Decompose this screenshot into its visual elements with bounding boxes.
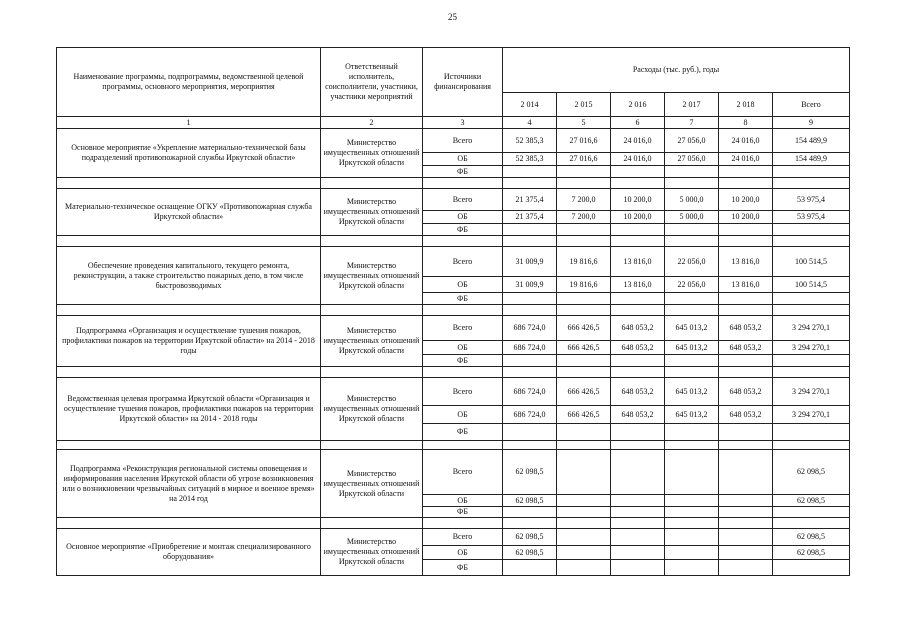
- header-expenses: Расходы (тыс. руб.), годы: [503, 48, 850, 93]
- empty-cell: [321, 236, 423, 247]
- expense-value-cell: [719, 424, 773, 441]
- header-year-3: 2 017: [665, 93, 719, 117]
- financing-source-cell: ФБ: [423, 355, 503, 367]
- executor-cell: Министерство имущественных отношений Иркутской области: [321, 450, 423, 518]
- expense-value-cell: [503, 424, 557, 441]
- program-name-cell: Подпрограмма «Реконструкция региональной системы оповещения и информирования населения Иркутской области об угрозе возникновения или о возникновении чрезвычайных ситуаций в мирное и военное время» на 2014 год: [57, 450, 321, 518]
- empty-cell: [503, 367, 557, 378]
- empty-cell: [773, 441, 850, 450]
- expense-value-cell: 52 385,3: [503, 153, 557, 166]
- header-row-titles: [57, 48, 850, 93]
- table-row: [57, 189, 850, 211]
- spacer-row: [57, 441, 850, 450]
- expense-value-cell: 5 000,0: [665, 189, 719, 211]
- expense-value-cell: [611, 546, 665, 560]
- empty-cell: [611, 367, 665, 378]
- expense-value-cell: [665, 529, 719, 546]
- header-year-5: Всего: [773, 93, 850, 117]
- empty-cell: [665, 305, 719, 316]
- executor-cell: Министерство имущественных отношений Иркутской области: [321, 189, 423, 236]
- expense-value-cell: 10 200,0: [719, 189, 773, 211]
- expense-value-cell: 100 514,5: [773, 277, 850, 293]
- expense-value-cell: [557, 495, 611, 507]
- spacer-row: [57, 367, 850, 378]
- expense-value-cell: [773, 355, 850, 367]
- expense-value-cell: [557, 507, 611, 518]
- empty-cell: [557, 178, 611, 189]
- expense-value-cell: 666 426,5: [557, 378, 611, 406]
- empty-cell: [773, 305, 850, 316]
- expense-value-cell: [665, 293, 719, 305]
- expense-value-cell: [503, 355, 557, 367]
- expense-value-cell: [719, 495, 773, 507]
- program-name-cell: Подпрограмма «Организация и осуществление тушения пожаров, профилактики пожаров на территории Иркутской области» на 2014 - 2018 годы: [57, 316, 321, 367]
- expense-value-cell: 62 098,5: [773, 546, 850, 560]
- header-column-number: 8: [719, 117, 773, 129]
- expense-value-cell: [665, 166, 719, 178]
- financing-source-cell: Всего: [423, 378, 503, 406]
- table-row: [57, 247, 850, 277]
- program-name-cell: Обеспечение проведения капитального, текущего ремонта, реконструкции, а также строительство пожарных депо, в том числе быстровозводимых: [57, 247, 321, 305]
- expense-value-cell: [557, 450, 611, 495]
- expense-value-cell: [719, 293, 773, 305]
- empty-cell: [719, 305, 773, 316]
- empty-cell: [57, 305, 321, 316]
- expense-value-cell: 27 016,6: [557, 153, 611, 166]
- executor-cell: Министерство имущественных отношений Иркутской области: [321, 529, 423, 576]
- expense-value-cell: [773, 224, 850, 236]
- spacer-row: [57, 236, 850, 247]
- expense-value-cell: 154 489,9: [773, 129, 850, 153]
- expense-value-cell: 21 375,4: [503, 189, 557, 211]
- table-row: [57, 129, 850, 153]
- table-body: [57, 129, 850, 576]
- expense-value-cell: [611, 507, 665, 518]
- expense-value-cell: 24 016,0: [719, 153, 773, 166]
- expense-value-cell: [611, 495, 665, 507]
- expense-value-cell: [503, 224, 557, 236]
- expense-value-cell: 686 724,0: [503, 406, 557, 424]
- expense-value-cell: 24 016,0: [611, 153, 665, 166]
- expense-value-cell: [557, 546, 611, 560]
- expense-value-cell: [557, 355, 611, 367]
- financing-source-cell: Всего: [423, 316, 503, 341]
- financing-source-cell: ОБ: [423, 406, 503, 424]
- expense-value-cell: [719, 224, 773, 236]
- empty-cell: [719, 367, 773, 378]
- empty-cell: [665, 236, 719, 247]
- header-program-name: Наименование программы, подпрограммы, ведомственной целевой программы, основного мероприятия, мероприятия: [57, 48, 321, 117]
- header-year-2: 2 016: [611, 93, 665, 117]
- expense-value-cell: [611, 224, 665, 236]
- expense-value-cell: 648 053,2: [611, 406, 665, 424]
- expense-value-cell: [611, 529, 665, 546]
- header-column-number: 7: [665, 117, 719, 129]
- table-row: [57, 316, 850, 341]
- expense-value-cell: 648 053,2: [611, 341, 665, 355]
- financing-source-cell: ОБ: [423, 341, 503, 355]
- financing-source-cell: Всего: [423, 450, 503, 495]
- expense-value-cell: 645 013,2: [665, 341, 719, 355]
- empty-cell: [557, 367, 611, 378]
- expense-value-cell: 648 053,2: [719, 406, 773, 424]
- empty-cell: [611, 178, 665, 189]
- empty-cell: [321, 518, 423, 529]
- expense-value-cell: 686 724,0: [503, 378, 557, 406]
- empty-cell: [57, 367, 321, 378]
- table-row: [57, 529, 850, 546]
- expense-value-cell: 31 009,9: [503, 277, 557, 293]
- empty-cell: [719, 518, 773, 529]
- expense-value-cell: [773, 560, 850, 576]
- expense-value-cell: 645 013,2: [665, 406, 719, 424]
- header-financing-source: Источники финансирования: [423, 48, 503, 117]
- expense-value-cell: [719, 166, 773, 178]
- financing-source-cell: ФБ: [423, 424, 503, 441]
- header-column-number: 5: [557, 117, 611, 129]
- empty-cell: [503, 518, 557, 529]
- expense-value-cell: 648 053,2: [611, 378, 665, 406]
- expense-value-cell: 648 053,2: [719, 316, 773, 341]
- financing-source-cell: Всего: [423, 189, 503, 211]
- header-row-numbers: [57, 117, 850, 129]
- expense-value-cell: 62 098,5: [503, 529, 557, 546]
- financing-source-cell: ФБ: [423, 166, 503, 178]
- executor-cell: Министерство имущественных отношений Иркутской области: [321, 316, 423, 367]
- expense-value-cell: [503, 293, 557, 305]
- header-column-number: 6: [611, 117, 665, 129]
- expense-value-cell: 27 056,0: [665, 153, 719, 166]
- expense-value-cell: [665, 224, 719, 236]
- expense-value-cell: [773, 507, 850, 518]
- expense-value-cell: [773, 424, 850, 441]
- expense-value-cell: [611, 560, 665, 576]
- expense-value-cell: 13 816,0: [611, 277, 665, 293]
- expense-value-cell: [557, 224, 611, 236]
- executor-cell: Министерство имущественных отношений Иркутской области: [321, 247, 423, 305]
- empty-cell: [557, 305, 611, 316]
- expense-value-cell: 22 056,0: [665, 247, 719, 277]
- header-column-number: 2: [321, 117, 423, 129]
- empty-cell: [321, 367, 423, 378]
- expense-value-cell: 645 013,2: [665, 316, 719, 341]
- program-name-cell: Ведомственная целевая программа Иркутской области «Организация и осуществление тушения пожаров, профилактики пожаров на территории Иркутской области» на 2014 - 2018 годы: [57, 378, 321, 441]
- expense-value-cell: [557, 166, 611, 178]
- expense-value-cell: 62 098,5: [773, 450, 850, 495]
- expense-value-cell: 24 016,0: [719, 129, 773, 153]
- empty-cell: [321, 305, 423, 316]
- financing-source-cell: Всего: [423, 247, 503, 277]
- expense-value-cell: 24 016,0: [611, 129, 665, 153]
- financing-source-cell: Всего: [423, 129, 503, 153]
- header-executor: Ответственный исполнитель, соисполнители, участники, участники мероприятий: [321, 48, 423, 117]
- empty-cell: [611, 518, 665, 529]
- expense-value-cell: 13 816,0: [611, 247, 665, 277]
- empty-cell: [773, 236, 850, 247]
- expense-value-cell: 21 375,4: [503, 211, 557, 224]
- expense-value-cell: 19 816,6: [557, 277, 611, 293]
- expense-value-cell: 3 294 270,1: [773, 316, 850, 341]
- expense-value-cell: 52 385,3: [503, 129, 557, 153]
- empty-cell: [611, 305, 665, 316]
- expense-value-cell: 10 200,0: [611, 189, 665, 211]
- empty-cell: [503, 305, 557, 316]
- spacer-row: [57, 305, 850, 316]
- expense-value-cell: [665, 507, 719, 518]
- financing-source-cell: ФБ: [423, 560, 503, 576]
- empty-cell: [57, 518, 321, 529]
- financing-source-cell: ОБ: [423, 495, 503, 507]
- financing-source-cell: ОБ: [423, 211, 503, 224]
- expense-value-cell: [665, 450, 719, 495]
- expense-value-cell: 645 013,2: [665, 378, 719, 406]
- empty-cell: [773, 178, 850, 189]
- expense-value-cell: 154 489,9: [773, 153, 850, 166]
- expense-value-cell: 666 426,5: [557, 341, 611, 355]
- empty-cell: [773, 518, 850, 529]
- expense-value-cell: 7 200,0: [557, 211, 611, 224]
- expense-value-cell: 3 294 270,1: [773, 406, 850, 424]
- expense-value-cell: [611, 450, 665, 495]
- empty-cell: [57, 178, 321, 189]
- header-column-number: 4: [503, 117, 557, 129]
- empty-cell: [423, 305, 503, 316]
- empty-cell: [503, 441, 557, 450]
- page-number: 25: [448, 12, 457, 22]
- empty-cell: [611, 236, 665, 247]
- expense-value-cell: [773, 293, 850, 305]
- empty-cell: [423, 367, 503, 378]
- expense-value-cell: 648 053,2: [611, 316, 665, 341]
- expense-value-cell: [503, 507, 557, 518]
- header-column-number: 1: [57, 117, 321, 129]
- expense-value-cell: 648 053,2: [719, 378, 773, 406]
- empty-cell: [57, 441, 321, 450]
- program-name-cell: Материально-техническое оснащение ОГКУ «Противопожарная служба Иркутской области»: [57, 189, 321, 236]
- expense-value-cell: 62 098,5: [503, 450, 557, 495]
- expense-value-cell: 53 975,4: [773, 211, 850, 224]
- expense-value-cell: [719, 529, 773, 546]
- expense-value-cell: [719, 546, 773, 560]
- expense-value-cell: 3 294 270,1: [773, 378, 850, 406]
- financing-source-cell: Всего: [423, 529, 503, 546]
- expense-value-cell: 53 975,4: [773, 189, 850, 211]
- header-year-1: 2 015: [557, 93, 611, 117]
- empty-cell: [665, 178, 719, 189]
- financing-source-cell: ОБ: [423, 277, 503, 293]
- empty-cell: [557, 441, 611, 450]
- empty-cell: [557, 236, 611, 247]
- expense-value-cell: [665, 546, 719, 560]
- expense-value-cell: 10 200,0: [611, 211, 665, 224]
- table-row: [57, 450, 850, 495]
- expense-value-cell: [665, 560, 719, 576]
- empty-cell: [719, 236, 773, 247]
- expense-value-cell: 62 098,5: [773, 495, 850, 507]
- empty-cell: [423, 518, 503, 529]
- expense-value-cell: [557, 529, 611, 546]
- budget-table: [56, 47, 850, 576]
- expense-value-cell: 666 426,5: [557, 316, 611, 341]
- expense-value-cell: [719, 560, 773, 576]
- expense-value-cell: [719, 450, 773, 495]
- expense-value-cell: 62 098,5: [773, 529, 850, 546]
- expense-value-cell: [665, 424, 719, 441]
- executor-cell: Министерство имущественных отношений Иркутской области: [321, 378, 423, 441]
- expense-value-cell: [611, 166, 665, 178]
- expense-value-cell: [557, 293, 611, 305]
- empty-cell: [665, 441, 719, 450]
- expense-value-cell: 13 816,0: [719, 247, 773, 277]
- expense-value-cell: 666 426,5: [557, 406, 611, 424]
- empty-cell: [321, 178, 423, 189]
- expense-value-cell: 27 016,6: [557, 129, 611, 153]
- empty-cell: [423, 236, 503, 247]
- empty-cell: [557, 518, 611, 529]
- expense-value-cell: 62 098,5: [503, 546, 557, 560]
- program-name-cell: Основное мероприятие «Приобретение и монтаж специализированного оборудования»: [57, 529, 321, 576]
- financing-source-cell: ФБ: [423, 293, 503, 305]
- empty-cell: [773, 367, 850, 378]
- expense-value-cell: [773, 166, 850, 178]
- header-year-4: 2 018: [719, 93, 773, 117]
- header-column-number: 3: [423, 117, 503, 129]
- expense-value-cell: [611, 355, 665, 367]
- empty-cell: [57, 236, 321, 247]
- expense-value-cell: [611, 424, 665, 441]
- financing-source-cell: ФБ: [423, 507, 503, 518]
- financing-source-cell: ОБ: [423, 546, 503, 560]
- expense-value-cell: 62 098,5: [503, 495, 557, 507]
- expense-value-cell: [719, 355, 773, 367]
- expense-value-cell: [665, 355, 719, 367]
- expense-value-cell: 3 294 270,1: [773, 341, 850, 355]
- empty-cell: [503, 236, 557, 247]
- empty-cell: [611, 441, 665, 450]
- financing-source-cell: ФБ: [423, 224, 503, 236]
- expense-value-cell: [611, 293, 665, 305]
- expense-value-cell: 648 053,2: [719, 341, 773, 355]
- expense-value-cell: [557, 560, 611, 576]
- expense-value-cell: [557, 424, 611, 441]
- empty-cell: [423, 441, 503, 450]
- empty-cell: [719, 178, 773, 189]
- empty-cell: [665, 367, 719, 378]
- expense-value-cell: 31 009,9: [503, 247, 557, 277]
- expense-value-cell: 10 200,0: [719, 211, 773, 224]
- empty-cell: [423, 178, 503, 189]
- header-year-0: 2 014: [503, 93, 557, 117]
- spacer-row: [57, 518, 850, 529]
- spacer-row: [57, 178, 850, 189]
- expense-value-cell: [665, 495, 719, 507]
- empty-cell: [665, 518, 719, 529]
- expense-value-cell: 19 816,6: [557, 247, 611, 277]
- empty-cell: [719, 441, 773, 450]
- program-name-cell: Основное мероприятие «Укрепление материально-технической базы подразделений противопожарной службы Иркутской области»: [57, 129, 321, 178]
- empty-cell: [503, 178, 557, 189]
- expense-value-cell: 686 724,0: [503, 341, 557, 355]
- expense-value-cell: [503, 560, 557, 576]
- expense-value-cell: 22 056,0: [665, 277, 719, 293]
- expense-value-cell: 5 000,0: [665, 211, 719, 224]
- expense-value-cell: 7 200,0: [557, 189, 611, 211]
- expense-value-cell: 100 514,5: [773, 247, 850, 277]
- expense-value-cell: [503, 166, 557, 178]
- header-column-number: 9: [773, 117, 850, 129]
- empty-cell: [321, 441, 423, 450]
- expense-value-cell: 686 724,0: [503, 316, 557, 341]
- financing-source-cell: ОБ: [423, 153, 503, 166]
- expense-value-cell: 27 056,0: [665, 129, 719, 153]
- expense-value-cell: [719, 507, 773, 518]
- table-row: [57, 378, 850, 406]
- expense-value-cell: 13 816,0: [719, 277, 773, 293]
- executor-cell: Министерство имущественных отношений Иркутской области: [321, 129, 423, 178]
